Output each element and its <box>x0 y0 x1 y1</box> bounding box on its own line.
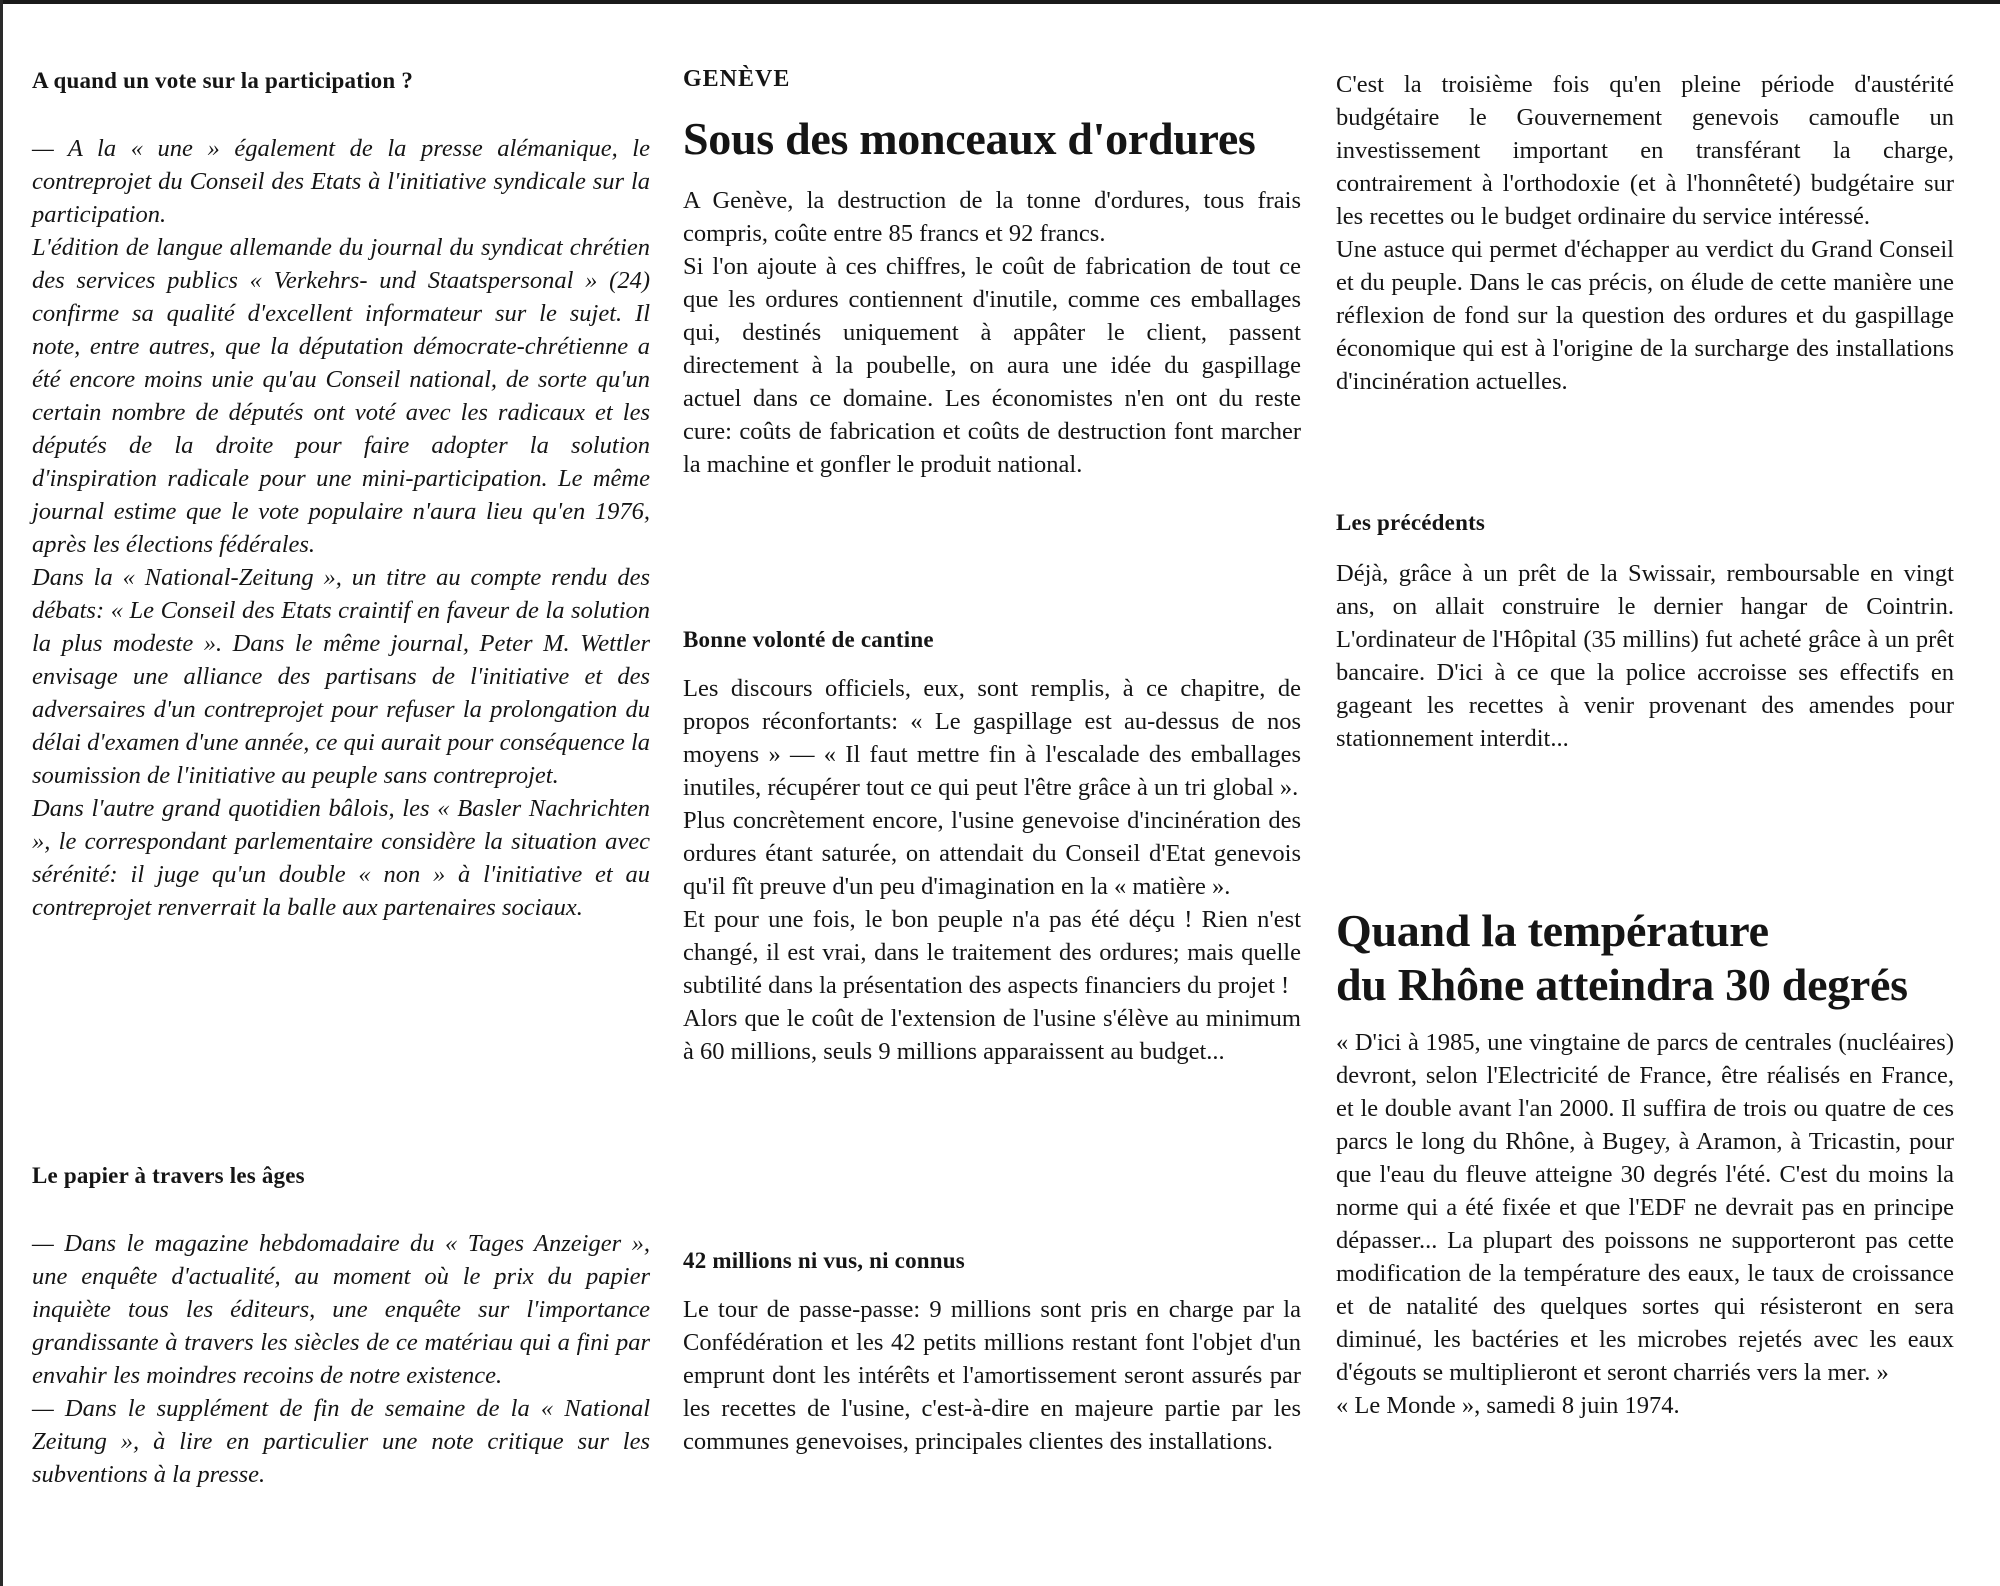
paragraph: A Genève, la destruction de la tonne d'ordures, tous frais compris, coûte entre 85 francs et 92 francs. <box>683 187 1301 247</box>
article-participation-body <box>32 132 650 924</box>
page-left-rule <box>0 0 3 1586</box>
subhead-precedents: Les précédents <box>1336 510 1486 535</box>
paragraph: Dans l'autre grand quotidien bâlois, les « Basler Nachrichten », le correspondant parlementaire considère la situation avec sérénité: il juge qu'un double « non » à l'initiative et au contreprojet renverrait la balle aux partenaires sociaux. <box>32 795 650 921</box>
paragraph: Les discours officiels, eux, sont remplis, à ce chapitre, de propos réconfortants: « Le gaspillage est au-dessus de nos moyens » — « Il faut mettre fin à l'escalade des emballages inutiles, récupérer tout ce qui peut l'être grâce à un tri global ». <box>683 675 1301 801</box>
article-paper-body <box>32 1227 650 1491</box>
headline-line: du Rhône atteindra 30 degrés <box>1336 959 1908 1010</box>
headline-rhone-temperature <box>1336 904 1954 1012</box>
headline-line: Quand la température <box>1336 905 1769 956</box>
paragraph: Si l'on ajoute à ces chiffres, le coût de fabrication de tout ce que les ordures contiennent d'inutile, comme ces emballages qui, destinés uniquement à appâter le client, passent directement à la poubelle, on aura une idée du gaspillage actuel dans ce domaine. Les économistes n'en ont du reste cure: coûts de fabrication et coûts de destruction font marcher la machine et gonfler le produit national. <box>683 253 1301 478</box>
article-42-millions-body <box>683 1293 1301 1458</box>
paragraph: Une astuce qui permet d'échapper au verdict du Grand Conseil et du peuple. Dans le cas précis, on élude de cette manière une réflexion de fond sur la question des ordures et du gaspillage économique qui est à l'origine de la surcharge des installations d'incinération actuelles. <box>1336 236 1954 395</box>
paragraph: Plus concrètement encore, l'usine genevoise d'incinération des ordures étant saturée, on attendait du Conseil d'Etat genevois qu'il fît preuve d'un peu d'imagination en la « matière ». <box>683 807 1301 900</box>
paragraph: C'est la troisième fois qu'en pleine période d'austérité budgétaire le Gouvernement genevois camoufle un investissement important en transférant la charge, contrairement à l'orthodoxie (et à l'honnêteté) budgétaire sur les recettes ou le budget ordinaire du service intéressé. <box>1336 71 1954 230</box>
source-citation: « Le Monde », samedi 8 juin 1974. <box>1336 1392 1680 1419</box>
paragraph: « D'ici à 1985, une vingtaine de parcs de centrales (nucléaires) devront, selon l'Electricité de France, être réalisés en France, et le double avant l'an 2000. Il suffira de trois ou quatre de ces parcs le long du Rhône, à Bugey, à Aramon, à Tricastin, pour que l'eau du fleuve atteigne 30 degrés l'été. C'est du moins la norme qui a été fixée et que l'EDF ne devrait pas en principe dépasser... La plupart des poissons ne supporteront pas cette modification de la température des eaux, le taux de croissance et de natalité des quelques sortes qui résisteront en sera diminué, les bactéries et les microbes rejetés avec les eaux d'égouts se multiplieront et seront charriés vers la mer. » <box>1336 1029 1954 1386</box>
paragraph: Déjà, grâce à un prêt de la Swissair, remboursable en vingt ans, on allait construire le dernier hangar de Cointrin. L'ordinateur de l'Hôpital (35 millins) fut acheté grâce à un prêt bancaire. D'ici à ce que la police accroisse ses effectifs en gageant les recettes à venir provenant des amendes pour stationnement interdit... <box>1336 560 1954 752</box>
heading-paper-through-ages: Le papier à travers les âges <box>32 1163 305 1188</box>
paragraph: L'édition de langue allemande du journal du syndicat chrétien des services publics « Verkehrs- und Staatspersonal » (24) confirme sa qualité d'excellent informateur sur le sujet. Il note, entre autres, que la députation démocrate-chrétienne a été encore moins unie qu'au Conseil national, de sorte qu'un certain nombre de députés ont voté avec les radicaux et les députés de la droite pour faire adopter la solution d'inspiration radicale pour une mini-participation. Le même journal estime que le vote populaire n'aura lieu qu'en 1976, après les élections fédérales. <box>32 234 650 558</box>
article-headline: Sous des monceaux d'ordures <box>683 113 1256 164</box>
article-continuation-body <box>1336 68 1954 398</box>
paragraph: Et pour une fois, le bon peuple n'a pas été déçu ! Rien n'est changé, il est vrai, dans le traitement des ordures; mais quelle subtilité dans la présentation des aspects financiers du projet ! <box>683 906 1301 999</box>
paragraph: — A la « une » également de la presse alémanique, le contreprojet du Conseil des Etats à l'initiative syndicale sur la participation. <box>32 135 650 228</box>
paragraph: Le tour de passe-passe: 9 millions sont pris en charge par la Confédération et les 42 petits millions restant font l'objet d'un emprunt dont les intérêts et l'amortissement seront assurés par les recettes de l'usine, c'est-à-dire en majeure partie par les communes genevoises, principales clientes des installations. <box>683 1296 1301 1455</box>
paragraph: Dans la « National-Zeitung », un titre au compte rendu des débats: « Le Conseil des Etats craintif en faveur de la solution la plus modeste ». Dans le même journal, Peter M. Wettler envisage une alliance des partisans de l'initiative et des adversaires d'un contreprojet pour refuser la prolongation du délai d'examen d'une année, ce qui aurait pour conséquence la soumission de l'initiative au peuple sans contreprojet. <box>32 564 650 789</box>
article-rhone-body <box>1336 1026 1954 1422</box>
paragraph: — Dans le supplément de fin de semaine de la « National Zeitung », à lire en particulier une note critique sur les subventions à la presse. <box>32 1395 650 1488</box>
subhead-42-millions: 42 millions ni vus, ni connus <box>683 1248 965 1273</box>
heading-participation-vote: A quand un vote sur la participation ? <box>32 68 414 93</box>
paragraph: — Dans le magazine hebdomadaire du « Tages Anzeiger », une enquête d'actualité, au moment où le prix du papier inquiète tous les éditeurs, une enquête sur l'importance grandissante à travers les siècles de ce matériau qui a fini par envahir les moindres recoins de notre existence. <box>32 1230 650 1389</box>
paragraph: Alors que le coût de l'extension de l'usine s'élève au minimum à 60 millions, seuls 9 millions apparaissent au budget... <box>683 1005 1301 1065</box>
article-intro-body <box>683 184 1301 481</box>
article-cantine-body <box>683 672 1301 1068</box>
subhead-cantine: Bonne volonté de cantine <box>683 627 934 652</box>
article-precedents-body <box>1336 557 1954 755</box>
page-top-rule <box>0 0 2000 4</box>
article-kicker: GENÈVE <box>683 66 791 92</box>
